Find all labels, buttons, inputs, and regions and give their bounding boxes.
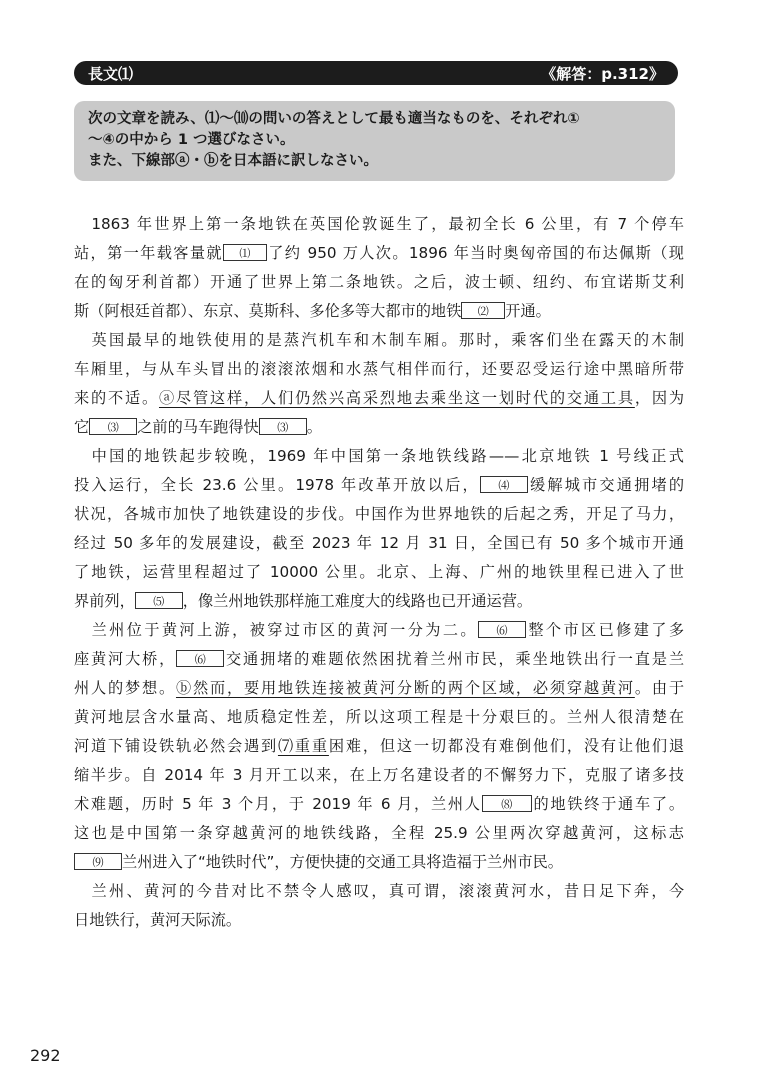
blank-4: ⑷	[480, 476, 528, 493]
passage-line: 座黄河大桥， ⑹ 交通拥堵的难题依然困扰着兰州市民，乘坐地铁出行一直是兰	[74, 650, 685, 668]
passage-line: 在的匈牙利首都）开通了世界上第二条地铁。之后，波士顿、纽约、布宜诺斯艾利	[74, 273, 684, 291]
answer-reference: 《解答：p.312》	[541, 64, 664, 83]
passage-line: 日地铁行，黄河天际流。	[74, 911, 242, 929]
passage-line: 河道下铺设铁轨必然会遇到⑺重重困难，但这一切都没有难倒他们，没有让他们退	[74, 737, 685, 755]
underlined-7: ⑺重重	[277, 737, 329, 755]
passage-line: 经过 50 多年的发展建设，截至 2023 年 12 月 31 日，全国已有 50 多个城市开通	[74, 534, 684, 552]
passage-line: 斯（阿根廷首都）、东京、莫斯科、多伦多等大都市的地铁 ⑵ 开通。	[74, 302, 551, 320]
section-title: 長文⑴	[88, 64, 134, 83]
blank-3: ⑶	[89, 418, 137, 435]
passage-line: 中国的地铁起步较晚，1969 年中国第一条地铁线路——北京地铁 1 号线正式	[74, 447, 684, 465]
passage-line: 状况，各城市加快了地铁建设的步伐。中国作为世界地铁的后起之秀，开足了马力，	[74, 505, 684, 523]
blank-6: ⑹	[478, 621, 526, 638]
passage-line: 兰州位于黄河上游，被穿过市区的黄河一分为二。 ⑹ 整个市区已修建了多	[74, 621, 684, 639]
instruction-line: 〜④の中から 1 つ選びなさい。	[88, 132, 295, 148]
passage	[74, 210, 684, 935]
passage-line: 车厢里，与从车头冒出的滚滚浓烟和水蒸气相伴而行，还要忍受运行途中黑暗所带	[74, 360, 684, 378]
page-number: 292	[30, 1046, 61, 1065]
section-header-bar	[74, 61, 678, 85]
underlined-a: ⓐ尽管这样，人们仍然兴高采烈地去乘坐这一划时代的交通工具	[158, 389, 635, 407]
passage-line: 这也是中国第一条穿越黄河的地铁线路，全程 25.9 公里两次穿越黄河，这标志	[74, 824, 684, 842]
instruction-box	[74, 101, 675, 181]
passage-line: 投入运行，全长 23.6 公里。1978 年改革开放以后， ⑷ 缓解城市交通拥堵的	[74, 476, 685, 494]
blank-3: ⑶	[259, 418, 307, 435]
blank-2: ⑵	[461, 302, 505, 319]
passage-line: 站，第一年载客量就 ⑴ 了约 950 万人次。1896 年当时奥匈帝国的布达佩斯（现	[74, 244, 684, 262]
blank-9: ⑼	[74, 853, 122, 870]
passage-line: 1863 年世界上第一条地铁在英国伦敦诞生了，最初全长 6 公里，有 7 个停车	[74, 215, 684, 233]
passage-line: 兰州、黄河的今昔对比不禁令人感叹，真可谓，滚滚黄河水，昔日足下奔，今	[74, 882, 684, 900]
passage-line: 来的不适。ⓐ尽管这样，人们仍然兴高采烈地去乘坐这一划时代的交通工具，因为	[74, 389, 685, 407]
passage-line: 界前列， ⑸ ，像兰州地铁那样施工难度大的线路也已开通运营。	[74, 592, 533, 610]
passage-line: 了地铁，运营里程超过了 10000 公里。北京、上海、广州的地铁里程已进入了世	[74, 563, 684, 581]
passage-line: ⑼ 兰州进入了“地铁时代”，方便快捷的交通工具将造福于兰州市民。	[74, 848, 684, 877]
instruction-line: また、下線部ⓐ・ⓑを日本語に訳しなさい。	[88, 153, 378, 169]
blank-5: ⑸	[135, 592, 183, 609]
passage-line: 州人的梦想。ⓑ然而，要用地铁连接被黄河分断的两个区域，必须穿越黄河。由于	[74, 679, 685, 697]
blank-1: ⑴	[223, 244, 267, 261]
underlined-b: ⓑ然而，要用地铁连接被黄河分断的两个区域，必须穿越黄河	[175, 679, 635, 697]
instruction-line: 次の文章を読み、⑴〜⑽の問いの答えとして最も適当なものを、それぞれ①	[88, 111, 580, 127]
passage-line: 术难题，历时 5 年 3 个月，于 2019 年 6 月，兰州人 ⑻ 的地铁终于通车了。	[74, 795, 685, 813]
blank-8: ⑻	[482, 795, 532, 812]
passage-line: 它 ⑶ 之前的马车跑得快 ⑶ 。	[74, 418, 322, 436]
passage-line: 英国最早的地铁使用的是蒸汽机车和木制车厢。那时，乘客们坐在露天的木制	[74, 331, 684, 349]
passage-line: 缩半步。自 2014 年 3 月开工以来，在上万名建设者的不懈努力下，克服了诸多技	[74, 766, 684, 784]
blank-6: ⑹	[176, 650, 224, 667]
passage-line: 黄河地层含水量高、地质稳定性差，所以这项工程是十分艰巨的。兰州人很清楚在	[74, 708, 684, 726]
